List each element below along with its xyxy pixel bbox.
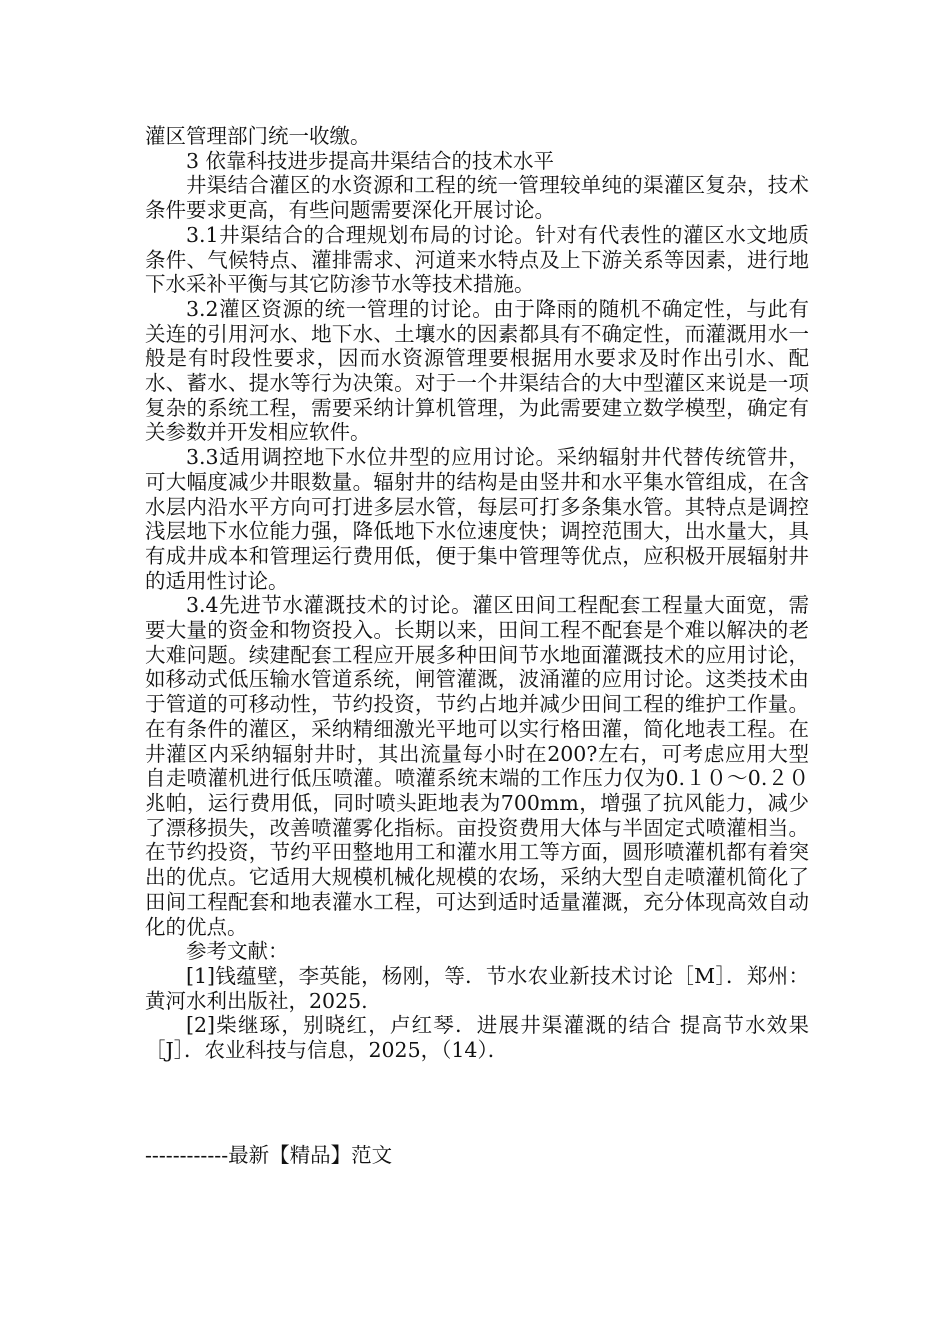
paragraph: 3.4先进节水灌溉技术的讨论。灌区田间工程配套工程量大面宽，需要大量的资金和物资投入。长期以来，田间工程不配套是个难以解决的老大难问题。续建配套工程应开展多种田间节水地面灌溉技术的应用讨论，如移动式低压输水管道系统，闸管灌溉，波涌灌的应用讨论。这类技术由于管道的可移动性，节约投资，节约占地并减少田间工程的维护工作量。在有条件的灌区，采纳精细激光平地可以实行格田灌，简化地表工程。在井灌区内采纳辐射井时，其出流量每小时在200?左右，可考虑应用大型自走喷灌机进行低压喷灌。喷灌系统末端的工作压力仅为0.１０～0.２０兆帕，运行费用低，同时喷头距地表为700mm，增强了抗风能力，减少了漂移损失，改善喷灌雾化指标。亩投资费用大体与半固定式喷灌相当。在节约投资，节约平田整地用工和灌水用工等方面，圆形喷灌机都有着突出的优点。它适用大规模机械化规模的农场，采纳大型自走喷灌机简化了田间工程配套和地表灌水工程，可达到适时适量灌溉，充分体现高效自动化的优点。: [145, 593, 809, 939]
reference-item: [2]柴继琢，别晓红，卢红琴．进展井渠灌溉的结合 提高节水效果［J］．农业科技与信息，2025，（14）．: [145, 1013, 809, 1063]
paragraph: 3.1井渠结合的合理规划布局的讨论。针对有代表性的灌区水文地质条件、气候特点、灌排需求、河道来水特点及上下游关系等因素，进行地下水采补平衡与其它防渗节水等技术措施。: [145, 222, 809, 297]
references-heading: 参考文献：: [186, 939, 289, 964]
paragraph: 灌区管理部门统一收缴。: [145, 124, 371, 148]
document-body: [145, 124, 809, 1063]
paragraph: 3.3适用调控地下水位井型的应用讨论。采纳辐射井代替传统管井，可大幅度减少井眼数量。辐射井的结构是由竖井和水平集水管组成，在含水层内沿水平方向可打进多层水管，每层可打多条集水管。其特点是调控浅层地下水位能力强，降低地下水位速度快；调控范围大，出水量大，具有成井成本和管理运行费用低，便于集中管理等优点，应积极开展辐射井的适用性讨论。: [145, 445, 809, 593]
paragraph: 井渠结合灌区的水资源和工程的统一管理较单纯的渠灌区复杂，技术条件要求更高，有些问题需要深化开展讨论。: [145, 173, 809, 223]
section-heading: 3 依靠科技进步提高井渠结合的技术水平: [186, 148, 555, 173]
paragraph: 3.2灌区资源的统一管理的讨论。由于降雨的随机不确定性，与此有关连的引用河水、地下水、土壤水的因素都具有不确定性，而灌溉用水一般是有时段性要求，因而水资源管理要根据用水要求及时作出引水、配水、蓄水、提水等行为决策。对于一个井渠结合的大中型灌区来说是一项复杂的系统工程，需要采纳计算机管理，为此需要建立数学模型，确定有关参数并开发相应软件。: [145, 296, 809, 445]
reference-item: [1]钱蕴壁，李英能，杨刚，等．节水农业新技术讨论［M］．郑州：黄河水利出版社，2025.: [145, 963, 809, 1013]
footer-text: ------------最新【精品】范文: [145, 1143, 393, 1167]
